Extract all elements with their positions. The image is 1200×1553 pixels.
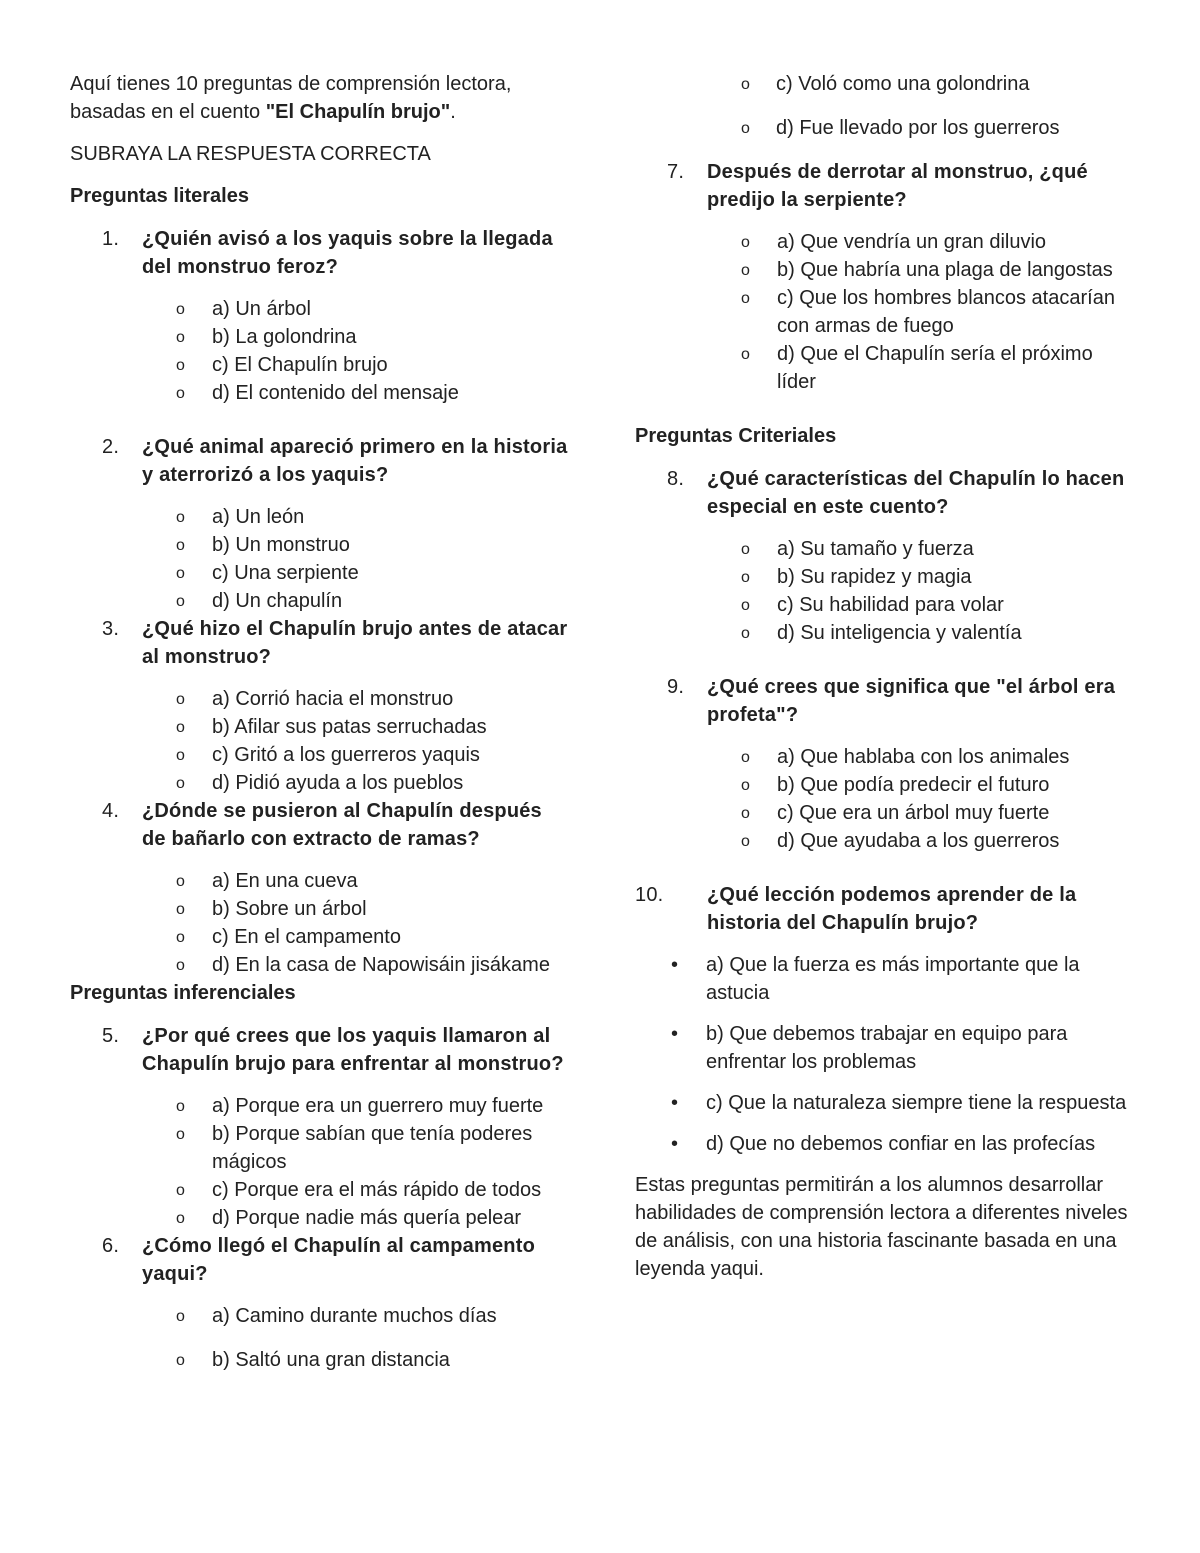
question-number: 7. xyxy=(667,161,685,183)
answer-option: o a) Que hablaba con los animales xyxy=(635,743,1130,771)
answer-option: o d) Fue llevado por los guerreros xyxy=(635,114,1130,142)
question-text: ¿Quién avisó a los yaquis sobre la llegada del monstruo feroz? xyxy=(142,228,553,278)
closing-paragraph: Estas preguntas permitirán a los alumnos desarrollar habilidades de comprensión lectora a diferentes niveles de análisis, con una historia fascinante basada en una leyenda yaqui. xyxy=(635,1174,1128,1280)
answer-option: o b) Afilar sus patas serruchadas xyxy=(70,713,570,741)
question-text: ¿Qué animal apareció primero en la historia y aterrorizó a los yaquis? xyxy=(142,436,568,486)
question-9 xyxy=(635,673,1130,729)
question-3 xyxy=(70,615,570,671)
options-list xyxy=(635,535,1130,647)
answer-option: o b) Su rapidez y magia xyxy=(635,563,1130,591)
right-column xyxy=(635,70,1130,1283)
answer-option: o c) Porque era el más rápido de todos xyxy=(70,1176,570,1204)
answer-option: o c) Que era un árbol muy fuerte xyxy=(635,799,1130,827)
question-text: Después de derrotar al monstruo, ¿qué predijo la serpiente? xyxy=(707,161,1088,211)
answer-option: o c) Voló como una golondrina xyxy=(635,70,1130,98)
answer-option: o d) Que el Chapulín sería el próximo líder xyxy=(635,340,1130,396)
question-text: ¿Qué hizo el Chapulín brujo antes de atacar al monstruo? xyxy=(142,618,568,668)
left-column xyxy=(70,70,570,1374)
question-4 xyxy=(70,797,570,853)
answer-option: o b) Saltó una gran distancia xyxy=(70,1346,570,1374)
answer-option: o a) Su tamaño y fuerza xyxy=(635,535,1130,563)
answer-option: o c) Gritó a los guerreros yaquis xyxy=(70,741,570,769)
answer-option: o a) Un león xyxy=(70,503,570,531)
options-list xyxy=(635,951,1130,1158)
answer-option: o d) El contenido del mensaje xyxy=(70,379,570,407)
answer-option: o a) Corrió hacia el monstruo xyxy=(70,685,570,713)
intro-line2-suffix: . xyxy=(450,101,456,123)
question-number: 3. xyxy=(102,618,120,640)
intro-line1: Aquí tienes 10 preguntas de comprensión lectora, xyxy=(70,73,512,95)
answer-option: o d) Pidió ayuda a los pueblos xyxy=(70,769,570,797)
answer-option: o a) Porque era un guerrero muy fuerte xyxy=(70,1092,570,1120)
question-number: 5. xyxy=(102,1025,120,1047)
question-number: 4. xyxy=(102,800,120,822)
answer-option: • d) Que no debemos confiar en las profecías xyxy=(635,1130,1130,1158)
answer-option: o b) Que podía predecir el futuro xyxy=(635,771,1130,799)
question-number: 6. xyxy=(102,1235,120,1257)
answer-option: o c) Que los hombres blancos atacarían con armas de fuego xyxy=(635,284,1130,340)
answer-option: o a) Un árbol xyxy=(70,295,570,323)
options-list xyxy=(70,295,570,407)
answer-option: o c) Su habilidad para volar xyxy=(635,591,1130,619)
question-number: 2. xyxy=(102,436,120,458)
answer-option: o b) Que habría una plaga de langostas xyxy=(635,256,1130,284)
options-list xyxy=(635,743,1130,855)
question-text: ¿Dónde se pusieron al Chapulín después de bañarlo con extracto de ramas? xyxy=(142,800,542,850)
instruction: SUBRAYA LA RESPUESTA CORRECTA xyxy=(70,143,431,165)
answer-option: • c) Que la naturaleza siempre tiene la respuesta xyxy=(635,1089,1130,1117)
question-1 xyxy=(70,225,570,281)
answer-option: o c) Una serpiente xyxy=(70,559,570,587)
answer-option: o c) En el campamento xyxy=(70,923,570,951)
question-number: 9. xyxy=(667,676,685,698)
answer-option: o c) El Chapulín brujo xyxy=(70,351,570,379)
story-title: "El Chapulín brujo" xyxy=(265,101,451,123)
answer-option: • b) Que debemos trabajar en equipo para enfrentar los problemas xyxy=(635,1020,1130,1076)
question-7 xyxy=(635,158,1130,214)
section-heading-criterial: Preguntas Criteriales xyxy=(635,425,837,447)
options-list xyxy=(635,228,1130,396)
options-list xyxy=(70,503,570,615)
options-list xyxy=(635,70,1130,142)
question-8 xyxy=(635,465,1130,521)
question-text: ¿Por qué crees que los yaquis llamaron al Chapulín brujo para enfrentar al monstruo? xyxy=(142,1025,564,1075)
question-text: ¿Cómo llegó el Chapulín al campamento yaqui? xyxy=(142,1235,536,1285)
section-heading-inferential: Preguntas inferenciales xyxy=(70,982,296,1004)
answer-option: o b) Un monstruo xyxy=(70,531,570,559)
answer-option: o a) En una cueva xyxy=(70,867,570,895)
answer-option: o d) Porque nadie más quería pelear xyxy=(70,1204,570,1232)
intro-text xyxy=(70,70,570,126)
question-number: 8. xyxy=(667,468,685,490)
answer-option: o d) Su inteligencia y valentía xyxy=(635,619,1130,647)
question-6 xyxy=(70,1232,570,1288)
answer-option: o b) Porque sabían que tenía poderes mágicos xyxy=(70,1120,570,1176)
options-list xyxy=(70,1092,570,1232)
question-2 xyxy=(70,433,570,489)
intro-line2-prefix: basadas en el cuento xyxy=(70,101,266,123)
answer-option: o d) Que ayudaba a los guerreros xyxy=(635,827,1130,855)
question-text: ¿Qué crees que significa que "el árbol era profeta"? xyxy=(707,676,1116,726)
section-heading-literal: Preguntas literales xyxy=(70,185,249,207)
question-number: 10. xyxy=(635,884,664,906)
answer-option: o b) Sobre un árbol xyxy=(70,895,570,923)
answer-option: o b) La golondrina xyxy=(70,323,570,351)
question-text: ¿Qué lección podemos aprender de la historia del Chapulín brujo? xyxy=(707,884,1077,934)
question-number: 1. xyxy=(102,228,120,250)
answer-option: o d) En la casa de Napowisáin jisákame xyxy=(70,951,570,979)
answer-option: • a) Que la fuerza es más importante que la astucia xyxy=(635,951,1130,1007)
options-list xyxy=(70,867,570,979)
answer-option: o d) Un chapulín xyxy=(70,587,570,615)
options-list xyxy=(70,1302,570,1374)
options-list xyxy=(70,685,570,797)
question-5 xyxy=(70,1022,570,1078)
question-10 xyxy=(635,881,1130,937)
question-text: ¿Qué características del Chapulín lo hacen especial en este cuento? xyxy=(707,468,1125,518)
answer-option: o a) Que vendría un gran diluvio xyxy=(635,228,1130,256)
answer-option: o a) Camino durante muchos días xyxy=(70,1302,570,1330)
